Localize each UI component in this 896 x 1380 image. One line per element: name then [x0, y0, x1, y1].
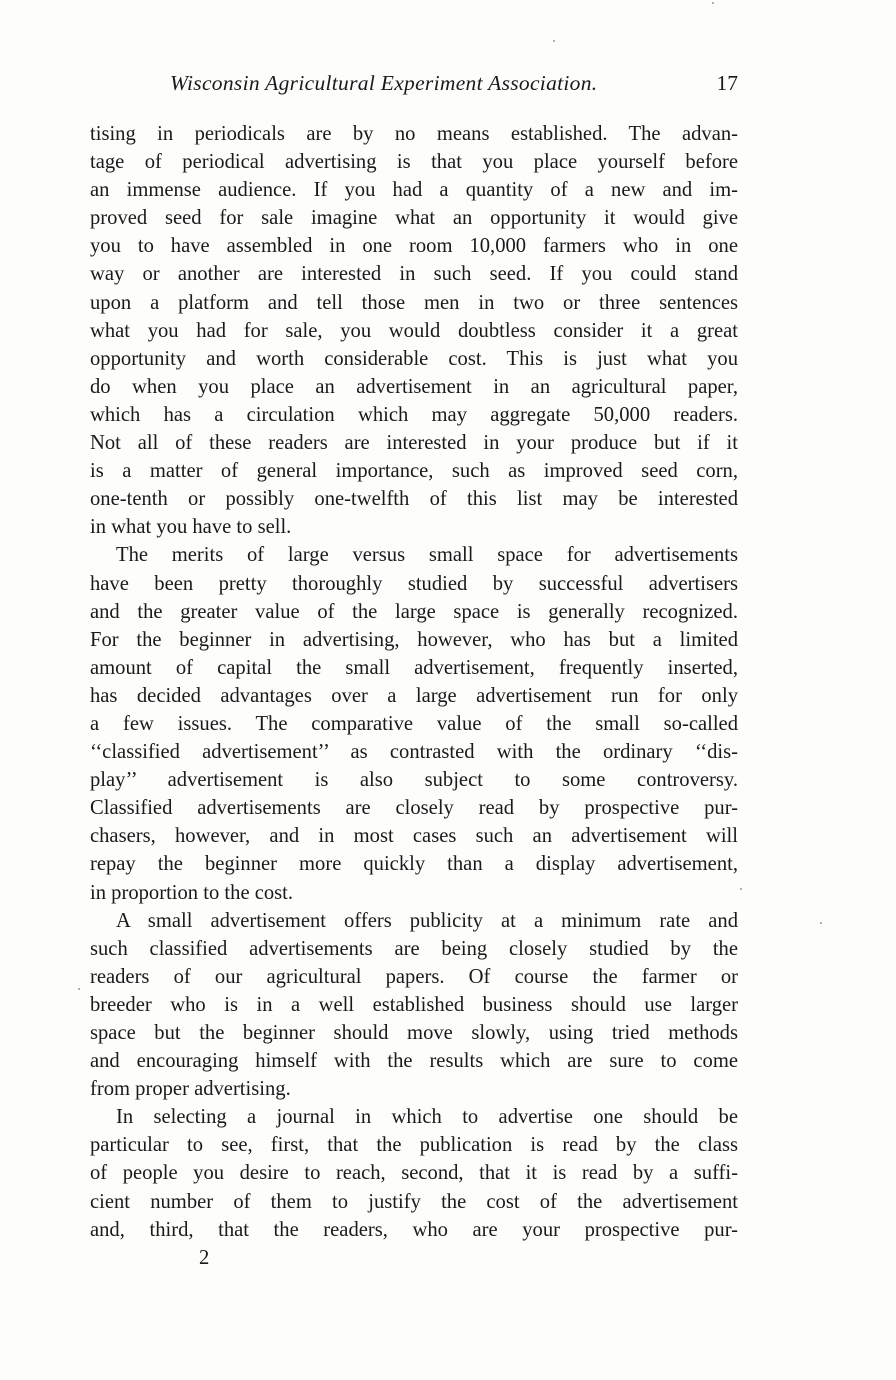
- body-text: [90, 120, 738, 1244]
- text-line: and the greater value of the large space is generally recognized.: [90, 600, 738, 623]
- text-line: tage of periodical advertising is that you place yourself before: [90, 151, 738, 174]
- scan-speck: [78, 988, 80, 990]
- text-line: The merits of large versus small space for advertisements: [116, 544, 738, 567]
- text-line: do when you place an advertisement in an agricultural paper,: [90, 375, 738, 398]
- text-line: space but the beginner should move slowly, using tried methods: [90, 1022, 738, 1044]
- text-line: particular to see, first, that the publication is read by the class: [90, 1134, 738, 1157]
- text-line: is a matter of general importance, such as improved seed corn,: [90, 460, 738, 483]
- text-line: an immense audience. If you had a quantity of a new and im-: [90, 179, 738, 202]
- text-line: breeder who is in a well established business should use larger: [90, 993, 738, 1016]
- text-line: play’’ advertisement is also subject to some controversy.: [90, 769, 738, 792]
- text-line: In selecting a journal in which to advertise one should be: [116, 1106, 738, 1129]
- text-line: repay the beginner more quickly than a display advertisement,: [90, 853, 738, 876]
- text-line: cient number of them to justify the cost of the advertisement: [90, 1190, 738, 1213]
- text-line: in what you have to sell.: [90, 516, 292, 539]
- text-line: chasers, however, and in most cases such an advertisement will: [90, 825, 738, 848]
- text-line: tising in periodicals are by no means established. The advan-: [90, 123, 738, 145]
- text-line: you to have assembled in one room 10,000 farmers who in one: [90, 235, 738, 258]
- scan-speck: [820, 922, 822, 924]
- scan-speck: [740, 888, 742, 890]
- text-line: opportunity and worth considerable cost. This is just what you: [90, 347, 738, 370]
- text-line: ‘‘classified advertisement’’ as contrasted with the ordinary ‘‘dis-: [90, 741, 738, 764]
- text-line: way or another are interested in such seed. If you could stand: [90, 263, 738, 286]
- text-line: Not all of these readers are interested in your produce but if it: [90, 432, 738, 455]
- text-line: For the beginner in advertising, however, who has but a limited: [90, 628, 738, 651]
- running-head: [90, 66, 738, 100]
- text-line: and encouraging himself with the results which are sure to come: [90, 1050, 738, 1073]
- signature-mark: 2: [199, 1247, 210, 1269]
- text-line: have been pretty thoroughly studied by successful advertisers: [90, 572, 738, 595]
- text-line: upon a platform and tell those men in two or three sentences: [90, 291, 738, 314]
- text-line: readers of our agricultural papers. Of course the farmer or: [90, 965, 738, 988]
- text-line: a few issues. The comparative value of the small so-called: [90, 712, 738, 735]
- text-line: of people you desire to reach, second, that it is read by a suffi-: [90, 1162, 738, 1185]
- text-line: in proportion to the cost.: [90, 881, 294, 904]
- running-title: Wisconsin Agricultural Experiment Association.: [170, 71, 598, 95]
- text-line: and, third, that the readers, who are your prospective pur-: [90, 1218, 738, 1241]
- text-line: what you had for sale, you would doubtless consider it a great: [90, 319, 738, 342]
- text-line: which has a circulation which may aggregate 50,000 readers.: [90, 403, 738, 426]
- scan-speck: [553, 40, 555, 42]
- page-number: 17: [716, 71, 738, 95]
- text-line: one-tenth or possibly one-twelfth of this list may be interested: [90, 488, 738, 511]
- text-line: has decided advantages over a large advertisement run for only: [90, 684, 738, 707]
- text-line: proved seed for sale imagine what an opportunity it would give: [90, 207, 738, 230]
- text-line: such classified advertisements are being closely studied by the: [90, 937, 738, 960]
- text-line: Classified advertisements are closely read by prospective pur-: [90, 797, 738, 820]
- text-line: amount of capital the small advertisement, frequently inserted,: [90, 656, 738, 679]
- text-line: from proper advertising.: [90, 1078, 291, 1101]
- scan-speck: [712, 2, 714, 4]
- text-line: A small advertisement offers publicity at a minimum rate and: [116, 909, 738, 932]
